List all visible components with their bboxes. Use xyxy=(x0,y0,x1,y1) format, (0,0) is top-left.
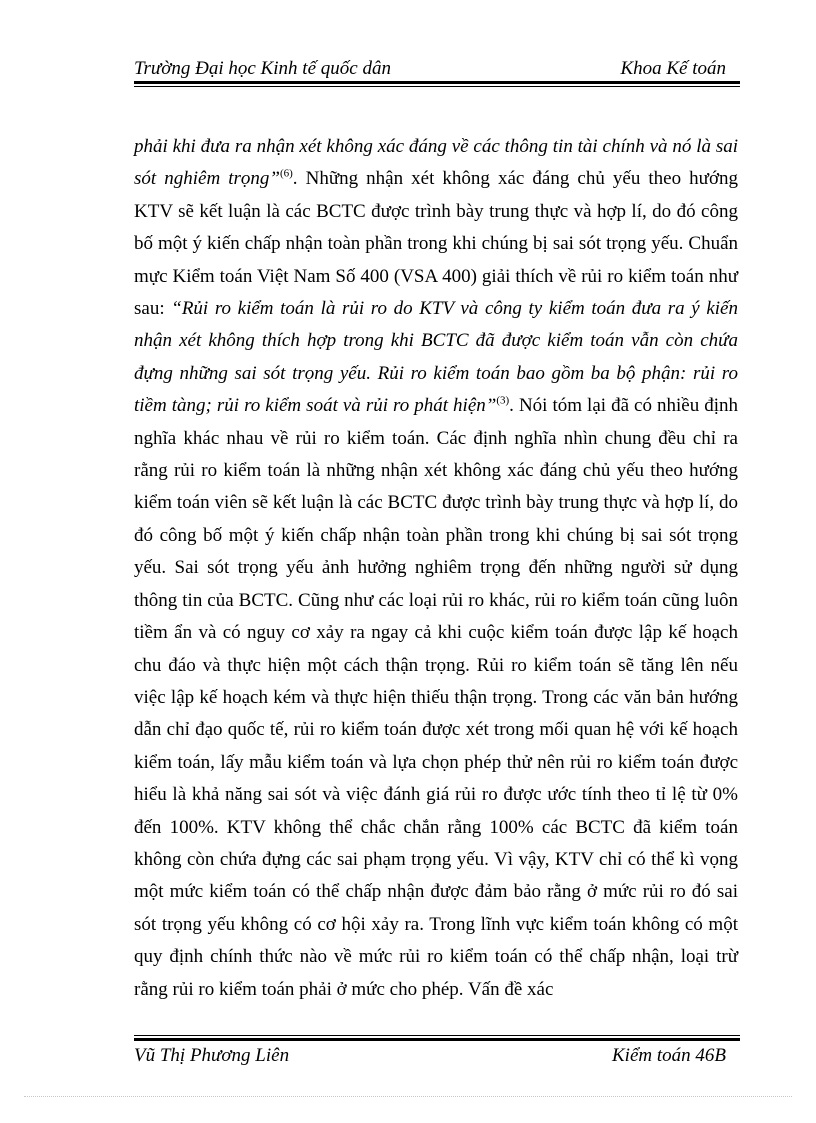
text-passage-2: . Những nhận xét không xác đáng chủ yếu theo hướng KTV sẽ kết luận là các BCTC được trình bày trung thực và hợp lí, do đó công bố một ý kiến chấp nhận toàn phần trong khi chúng bị sai sót trọng yếu. Chuẩn mực Kiểm toán Việt Nam Số 400 (VSA 400) giải thích về rủi ro kiểm toán như sau: xyxy=(134,168,738,320)
page-footer xyxy=(134,1043,738,1071)
footnote-ref-3: (3) xyxy=(496,394,510,407)
header-university: Trường Đại học Kinh tế quốc dân xyxy=(134,58,391,79)
footer-rule-thick xyxy=(134,1038,740,1041)
page-header xyxy=(134,56,738,84)
footer-class: Kiểm toán 46B xyxy=(612,1045,726,1066)
header-rule-thin xyxy=(134,86,740,87)
page-bottom-dotted-line xyxy=(24,1096,792,1097)
paragraph xyxy=(134,131,738,1006)
footer-author: Vũ Thị Phương Liên xyxy=(134,1045,290,1066)
text-passage-4: . Nói tóm lại đã có nhiều định nghĩa khác nhau về rủi ro kiểm toán. Các định nghĩa nhìn chung đều chỉ ra rằng rủi ro kiểm toán là những nhận xét không xác đáng chủ yếu theo hướng kiểm toán viên sẽ kết luận là các BCTC được trình bày trung thực và hợp lí, do đó công bố một ý kiến chấp nhận toàn phần trong khi chúng bị sai sót trọng yếu. Sai sót trọng yếu ảnh hưởng nghiêm trọng đến những người sử dụng thông tin của BCTC. Cũng như các loại rủi ro khác, rủi ro kiểm toán cũng luôn tiềm ẩn và có nguy cơ xảy ra ngay cả khi cuộc kiểm toán được lập kế hoạch chu đáo và thực hiện một cách thận trọng. Rủi ro kiểm toán sẽ tăng lên nếu việc lập kế hoạch kém và thực hiện thiếu thận trọng. Trong các văn bản hướng dẫn chỉ đạo quốc tế, rủi ro kiểm toán được xét trong mối quan hệ với kế hoạch kiểm toán, lấy mẫu kiểm toán và lựa chọn phép thử nên rủi ro kiểm toán được hiểu là khả năng sai sót và việc đánh giá rủi ro được ước tính theo tỉ lệ từ 0% đến 100%. KTV không thể chắc chắn rằng 100% các BCTC đã kiểm toán không còn chứa đựng các sai phạm trọng yếu. Vì vậy, KTV chỉ có thể kì vọng một mức kiểm toán có thể chấp nhận được đảm bảo rằng ở mức rủi ro đó sai sót trọng yếu không có cơ hội xảy ra. Trong lĩnh vực kiểm toán không có một quy định chính thức nào về mức rủi ro kiểm toán có thể chấp nhận, loại trừ rằng rủi ro kiểm toán phải ở mức cho phép. Vấn đề xác xyxy=(134,395,739,1000)
footer-rule-thin xyxy=(134,1035,740,1036)
italic-passage-1: phải khi đưa ra nhận xét không xác đáng về các thông tin tài chính và nó là sai sót nghiêm trọng” xyxy=(134,136,738,190)
header-rule-thick xyxy=(134,81,740,84)
body-paragraph xyxy=(134,131,738,1006)
header-faculty: Khoa Kế toán xyxy=(620,58,726,79)
footnote-ref-6: (6) xyxy=(279,168,293,181)
italic-quote-vsa400: “Rủi ro kiểm toán là rủi ro do KTV và công ty kiểm toán đưa ra ý kiến nhận xét không thích hợp trong khi BCTC đã được kiểm toán vẫn còn chứa đựng những sai sót trọng yếu. Rủi ro kiểm toán bao gồm ba bộ phận: rủi ro tiềm tàng; rủi ro kiểm soát và rủi ro phát hiện” xyxy=(134,298,738,417)
